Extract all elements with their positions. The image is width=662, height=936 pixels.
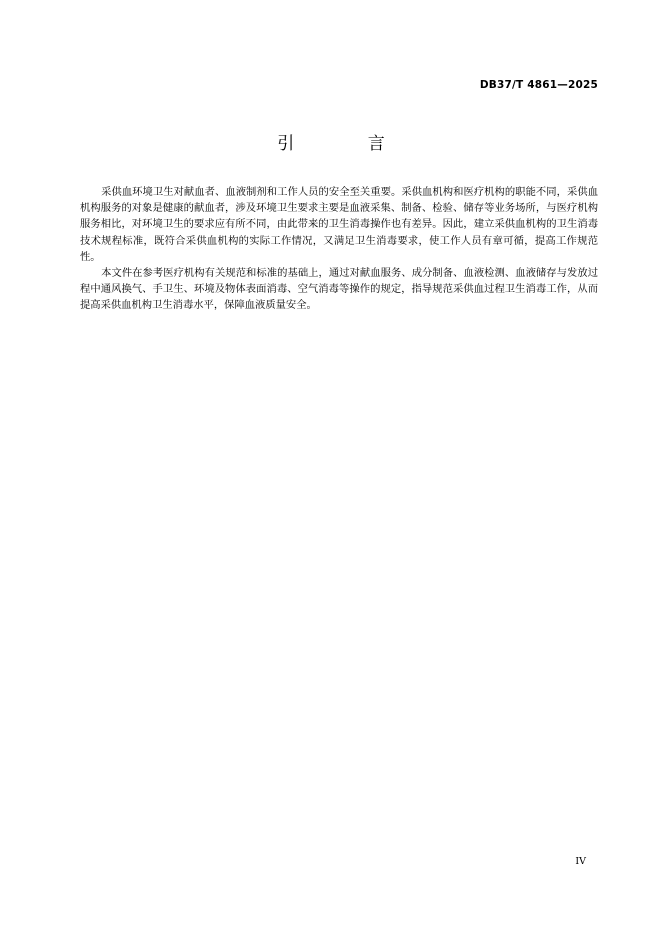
page-number: IV: [575, 856, 586, 867]
paragraph-2: 本文件在参考医疗机构有关规范和标准的基础上，通过对献血服务、成分制备、血液检测、血液储存与发放过程中通风换气、手卫生、环境及物体表面消毒、空气消毒等操作的规定，指导规范采供血过程卫生消毒工作，从而提高采供血机构卫生消毒水平，保障血液质量安全。: [80, 267, 598, 312]
introduction-body: [80, 184, 598, 314]
page-title: 引 言: [277, 134, 419, 154]
paragraph-1: 采供血环境卫生对献血者、血液制剂和工作人员的安全至关重要。采供血机构和医疗机构的职能不同，采供血机构服务的对象是健康的献血者，涉及环境卫生要求主要是血液采集、制备、检验、储存等业务场所，与医疗机构服务相比，对环境卫生的要求应有所不同，由此带来的卫生消毒操作也有差异。因此，建立采供血机构的卫生消毒技术规程标准，既符合采供血机构的实际工作情况，又满足卫生消毒要求，使工作人员有章可循，提高工作规范性。: [80, 186, 598, 263]
standard-code: DB37/T 4861—2025: [479, 79, 598, 91]
